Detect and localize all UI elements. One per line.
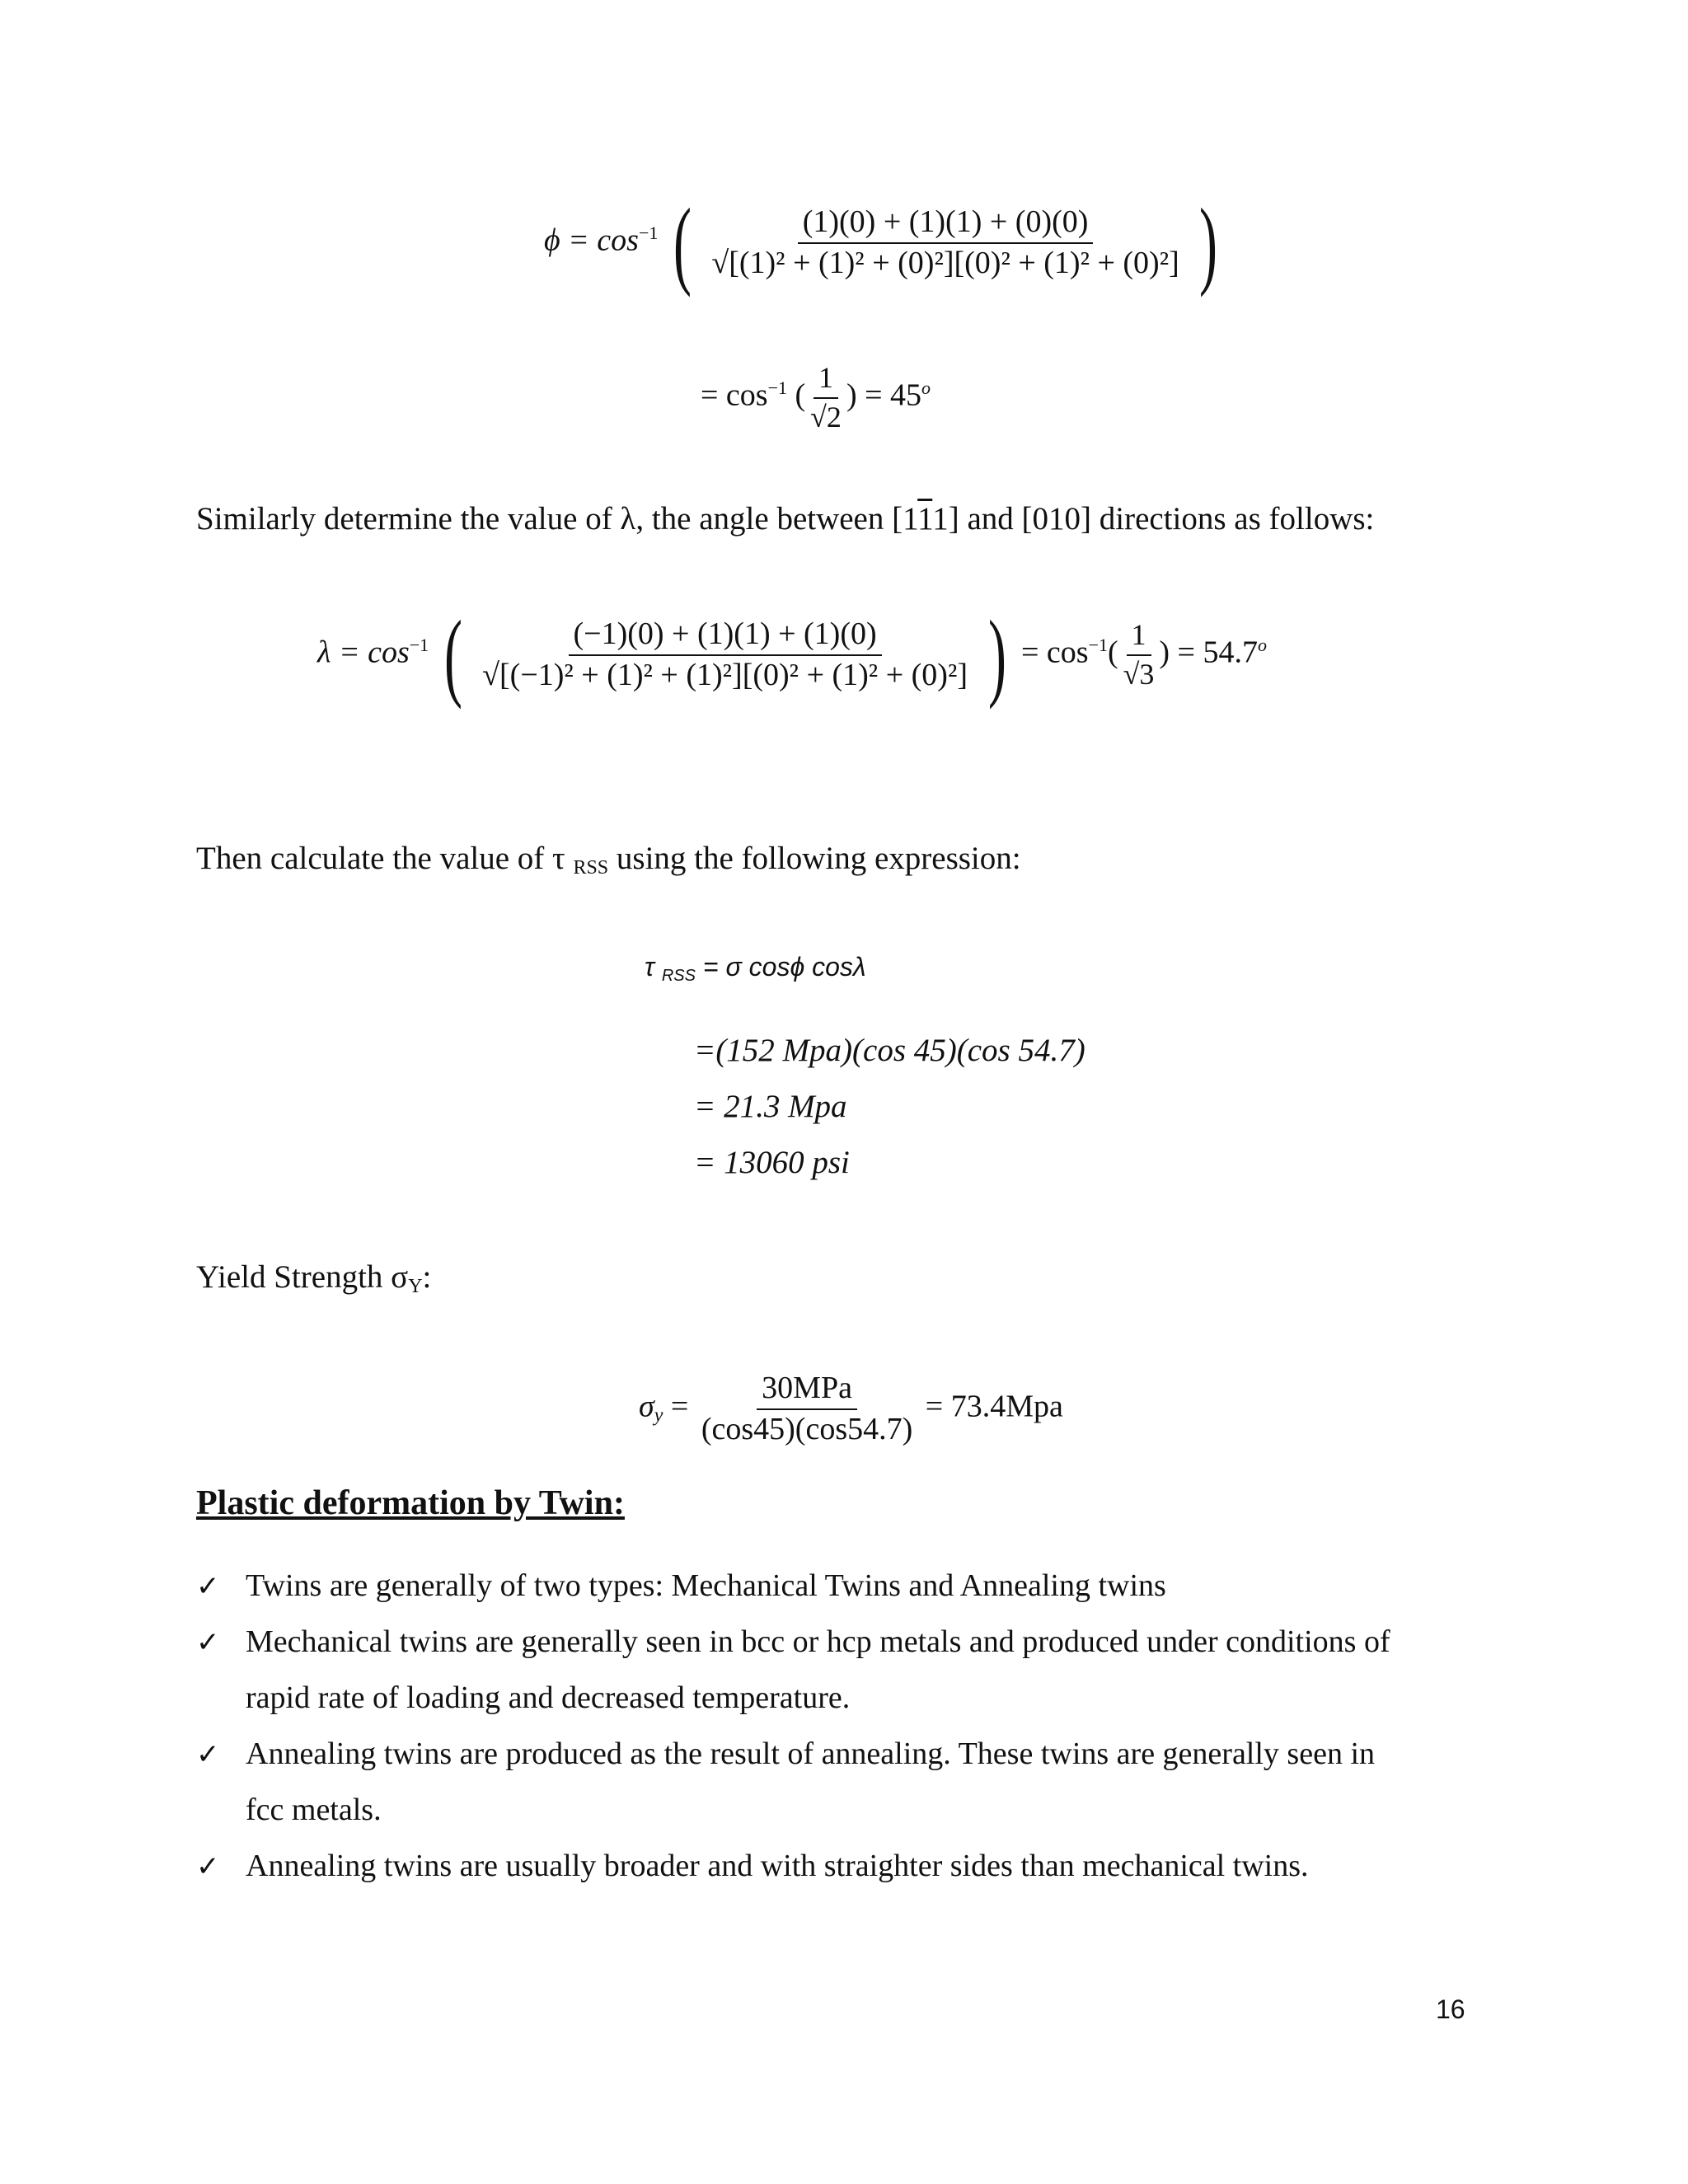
- lambda-text-after: 1] and [010] directions as follows:: [932, 501, 1375, 537]
- equation-phi: [544, 188, 1225, 298]
- bullet-text-continued: fcc metals.: [246, 1793, 382, 1827]
- tau-symbol: τ: [645, 952, 654, 982]
- lambda-lhs-sup: −1: [409, 635, 429, 656]
- sigma-lhs: σ: [639, 1389, 654, 1424]
- tau-text-before: Then calculate the value of τ: [196, 841, 565, 876]
- tau-line-3: = 13060 psi: [694, 1145, 850, 1180]
- yield-sub: Y: [408, 1276, 423, 1297]
- phi-lhs-sup: −1: [638, 223, 659, 244]
- sigma-lhs-sub: y: [654, 1404, 663, 1427]
- bullet-text: Mechanical twins are generally seen in bcc or hcp metals and produced under conditions of: [246, 1624, 1390, 1659]
- phi-result-den: √2: [810, 400, 842, 434]
- tau-expression-sub: RSS: [661, 967, 696, 985]
- right-paren: ): [1199, 188, 1218, 298]
- tau-sub: RSS: [573, 857, 609, 879]
- lambda-result-deg: o: [1258, 635, 1267, 656]
- sigma-numerator: 30MPa: [757, 1372, 857, 1410]
- paragraph-tau: [196, 842, 1021, 878]
- lambda-result-fraction: [1118, 620, 1160, 691]
- yield-text: Yield Strength σ: [196, 1259, 409, 1295]
- phi-result-sup: −1: [767, 377, 788, 398]
- bullet-text-continued: rapid rate of loading and decreased temperature.: [246, 1680, 851, 1715]
- tau-line-1: =(152 Mpa)(cos 45)(cos 54.7): [694, 1033, 1085, 1068]
- left-paren: (: [673, 188, 692, 298]
- bullet-text: Twins are generally of two types: Mechanical Twins and Annealing twins: [246, 1568, 1166, 1603]
- sigma-fraction: [696, 1372, 917, 1446]
- lambda-fraction: [477, 618, 973, 692]
- lambda-result-den: √3: [1123, 658, 1155, 691]
- bullet-text: Annealing twins are produced as the result of annealing. These twins are generally seen in: [246, 1736, 1376, 1771]
- yield-colon: :: [422, 1259, 432, 1295]
- phi-lhs: ϕ = cos: [544, 223, 639, 258]
- lambda-result-num: 1: [1127, 620, 1151, 656]
- sigma-denominator: (cos45)(cos54.7): [701, 1411, 913, 1446]
- bullet-text: Annealing twins are usually broader and with straighter sides than mechanical twins.: [246, 1849, 1309, 1883]
- lambda-result-value: ) = 54.7: [1159, 635, 1258, 670]
- check-icon: ✓: [196, 1738, 220, 1771]
- lambda-overbar-digit: 1: [917, 501, 933, 537]
- section-heading: Plastic deformation by Twin:: [196, 1484, 625, 1522]
- phi-result-deg: o: [921, 377, 931, 398]
- equation-phi-result: = $\cos^{-1}$ ( $\frac{1}{√2}$ ) = $45^o$: [701, 361, 931, 434]
- check-icon: ✓: [196, 1626, 220, 1659]
- phi-fraction: [706, 206, 1184, 280]
- paragraph-yield: [196, 1261, 431, 1296]
- check-icon: ✓: [196, 1850, 220, 1883]
- tau-text-after: using the following expression:: [616, 841, 1021, 876]
- sigma-eq: =: [670, 1389, 689, 1424]
- phi-result-fraction: [805, 363, 846, 434]
- lambda-lhs: λ = cos: [317, 635, 410, 670]
- lambda-numerator: (−1)(0) + (1)(1) + (1)(0): [569, 618, 882, 656]
- tau-line-2: = 21.3 Mpa: [694, 1089, 847, 1124]
- right-paren: ): [987, 600, 1006, 710]
- phi-result-value: ) = 45: [846, 377, 922, 413]
- page-number: 16: [1436, 1994, 1465, 2024]
- sigma-result: = 73.4Mpa: [925, 1389, 1063, 1424]
- lambda-denominator: √[(−1)² + (1)² + (1)²][(0)² + (1)² + (0)²]: [482, 658, 968, 692]
- tau-expression: [645, 952, 866, 986]
- left-paren: (: [443, 600, 462, 710]
- phi-result-prefix: = cos: [701, 377, 768, 413]
- phi-denominator: √[(1)² + (1)² + (0)²][(0)² + (1)² + (0)²]: [711, 246, 1179, 280]
- phi-numerator: (1)(0) + (1)(1) + (0)(0): [798, 206, 1094, 244]
- lambda-result-sup: −1: [1088, 635, 1108, 656]
- equation-sigma: [639, 1372, 1063, 1446]
- tau-expression-rest: = σ cosϕ cosλ: [702, 952, 866, 982]
- paragraph-lambda: [196, 503, 1374, 535]
- check-icon: ✓: [196, 1570, 220, 1603]
- lambda-text-before: Similarly determine the value of λ, the angle between [1: [196, 501, 918, 537]
- phi-result-num: 1: [814, 363, 838, 399]
- equation-lambda: $\lambda = \cos^{-1}$ ( $\frac{(-1)(0) + (1)(1) + (1)(0)}{\text{√[(−1)² + (1)² + (1)²][(0)² + (1)² + (0)²]}}$ ) = $\cos^{-1}$( $\frac{1}{√3}$ ) = $54.7^o$: [317, 600, 1267, 710]
- lambda-result-prefix: = cos: [1020, 635, 1089, 670]
